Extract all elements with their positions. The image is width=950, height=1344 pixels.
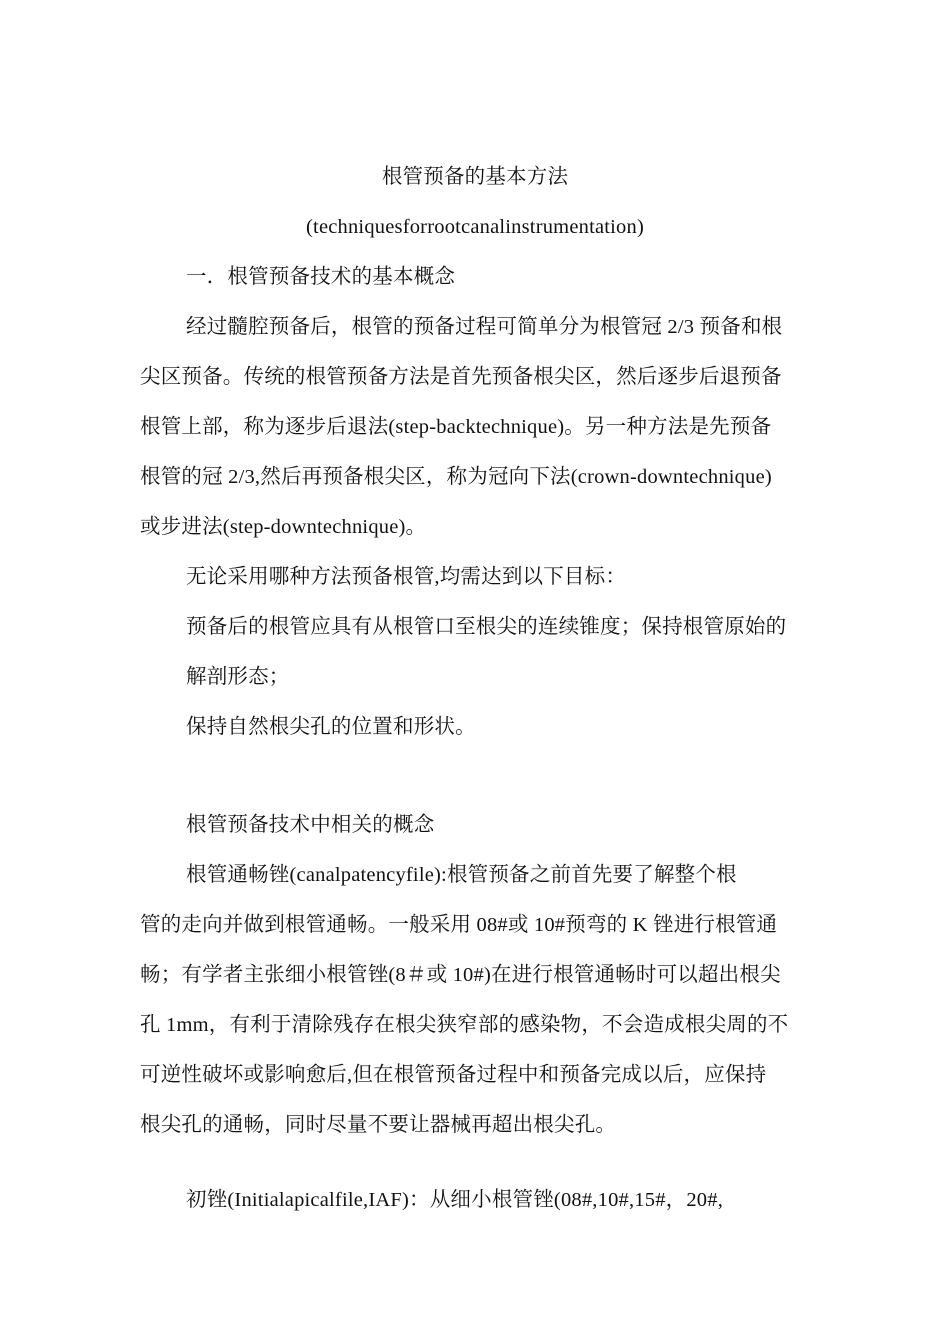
paragraph-line: 根管的冠 2/3,然后再预备根尖区，称为冠向下法(crown-downtechnique): [140, 466, 772, 488]
document-subtitle: (techniquesforrootcanalinstrumentation): [306, 216, 644, 238]
paragraph-line: 经过髓腔预备后，根管的预备过程可简单分为根管冠 2/3 预备和根: [186, 316, 783, 338]
paragraph-line: 根管通畅锉(canalpatencyfile):根管预备之前首先要了解整个根: [186, 864, 737, 886]
section-heading: 根管预备技术中相关的概念: [186, 814, 435, 836]
paragraph-line: 孔 1mm，有利于清除残存在根尖狭窄部的感染物，不会造成根尖周的不: [140, 1014, 789, 1036]
paragraph-line: 尖区预备。传统的根管预备方法是首先预备根尖区，然后逐步后退预备: [140, 366, 782, 388]
paragraph-line: 无论采用哪种方法预备根管,均需达到以下目标：: [186, 566, 627, 588]
section-heading: 一．根管预备技术的基本概念: [186, 266, 456, 288]
paragraph-line: 或步进法(step-downtechnique)。: [140, 516, 427, 538]
goal-item: 保持自然根尖孔的位置和形状。: [186, 716, 476, 738]
paragraph-line: 根尖孔的通畅，同时尽量不要让器械再超出根尖孔。: [140, 1114, 617, 1136]
goal-item: 解剖形态；: [186, 666, 290, 688]
document-title: 根管预备的基本方法: [381, 166, 569, 188]
paragraph-line: 可逆性破坏或影响愈后,但在根管预备过程中和预备完成以后，应保持: [140, 1064, 767, 1086]
paragraph-line: 畅；有学者主张细小根管锉(8＃或 10#)在进行根管通畅时可以超出根尖: [140, 964, 781, 986]
paragraph-line: 管的走向并做到根管通畅。一般采用 08#或 10#预弯的 K 锉进行根管通: [140, 914, 778, 936]
goal-item: 预备后的根管应具有从根管口至根尖的连续锥度；保持根管原始的: [186, 616, 787, 638]
paragraph-line: 根管上部，称为逐步后退法(step-backtechnique)。另一种方法是先预备: [140, 416, 772, 438]
paragraph-line: 初锉(Initialapicalfile,IAF)：从细小根管锉(08#,10#,15#，20#,: [186, 1189, 724, 1211]
